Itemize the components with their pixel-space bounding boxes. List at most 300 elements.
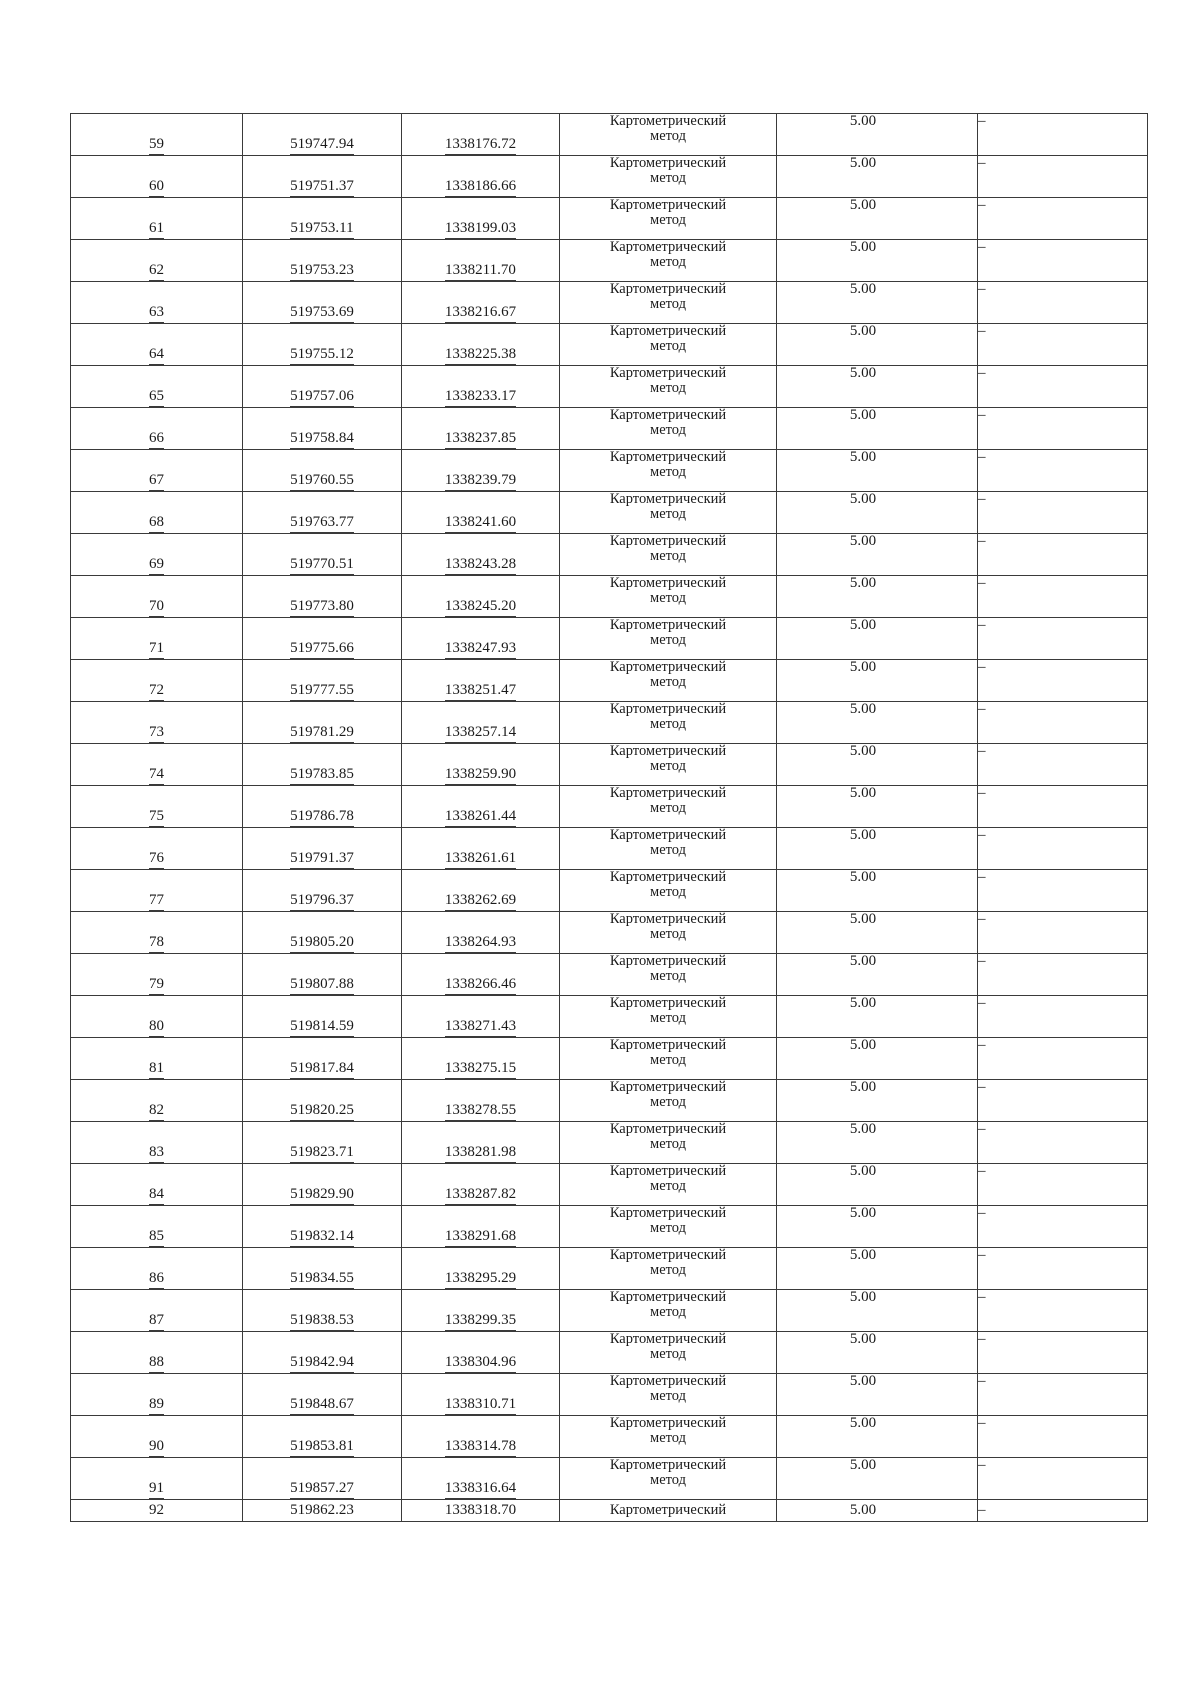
point-number: 61 (149, 221, 164, 239)
point-number: 67 (149, 473, 164, 491)
point-number-cell (71, 870, 243, 912)
y-coordinate: 1338176.72 (445, 137, 516, 155)
accuracy-cell (777, 450, 978, 492)
table-row (71, 618, 1148, 660)
method-label: Картометрический (609, 827, 727, 843)
x-coordinate: 519862.23 (290, 1502, 354, 1518)
method-label-cont: метод (650, 379, 686, 396)
table-row (71, 1038, 1148, 1080)
description-dash: – (978, 743, 986, 759)
x-coordinate-cell (243, 156, 402, 198)
x-coordinate-cell (243, 660, 402, 702)
point-number: 74 (149, 767, 164, 785)
accuracy-cell (777, 282, 978, 324)
accuracy-value: 5.00 (849, 1331, 877, 1347)
point-number: 85 (149, 1229, 164, 1247)
y-coordinate-cell (402, 744, 560, 786)
accuracy-cell (777, 366, 978, 408)
table-row (71, 282, 1148, 324)
table-row (71, 114, 1148, 156)
accuracy-cell (777, 198, 978, 240)
x-coordinate: 519857.27 (290, 1481, 354, 1499)
table-row (71, 534, 1148, 576)
description-dash: – (978, 869, 986, 885)
accuracy-cell (777, 786, 978, 828)
x-coordinate: 519773.80 (290, 599, 354, 617)
method-label-cont: метод (650, 1009, 686, 1026)
accuracy-value: 5.00 (849, 113, 877, 129)
method-label: Картометрический (609, 1331, 727, 1347)
table-row (71, 870, 1148, 912)
method-cell (560, 1038, 777, 1080)
method-label: Картометрический (609, 365, 727, 381)
description-dash: – (978, 785, 986, 801)
y-coordinate-cell (402, 1500, 560, 1522)
point-number: 77 (149, 893, 164, 911)
y-coordinate-cell (402, 366, 560, 408)
method-label: Картометрический (609, 533, 727, 549)
method-cell (560, 828, 777, 870)
method-label: Картометрический (609, 911, 727, 927)
accuracy-value: 5.00 (849, 827, 877, 843)
x-coordinate-cell (243, 1122, 402, 1164)
accuracy-value: 5.00 (849, 995, 877, 1011)
method-cell (560, 198, 777, 240)
description-dash: – (978, 1457, 986, 1473)
method-cell (560, 1332, 777, 1374)
accuracy-value: 5.00 (849, 1205, 877, 1221)
y-coordinate-cell (402, 1458, 560, 1500)
x-coordinate-cell (243, 954, 402, 996)
x-coordinate-cell (243, 702, 402, 744)
x-coordinate-cell (243, 1248, 402, 1290)
point-number: 79 (149, 977, 164, 995)
point-number-cell (71, 1500, 243, 1522)
description-dash: – (978, 449, 986, 465)
x-coordinate: 519832.14 (290, 1229, 354, 1247)
table-row (71, 408, 1148, 450)
description-dash: – (978, 1121, 986, 1137)
description-cell (978, 408, 1148, 450)
y-coordinate: 1338316.64 (445, 1481, 516, 1499)
point-number-cell (71, 114, 243, 156)
y-coordinate-cell (402, 870, 560, 912)
y-coordinate-cell (402, 996, 560, 1038)
description-cell (978, 1374, 1148, 1416)
accuracy-value: 5.00 (849, 1289, 877, 1305)
y-coordinate: 1338211.70 (445, 263, 516, 281)
table-row (71, 954, 1148, 996)
description-cell (978, 1080, 1148, 1122)
y-coordinate: 1338310.71 (445, 1397, 516, 1415)
method-cell (560, 912, 777, 954)
table-row (71, 744, 1148, 786)
point-number: 69 (149, 557, 164, 575)
method-cell (560, 156, 777, 198)
accuracy-value: 5.00 (849, 1121, 877, 1137)
point-number-cell (71, 366, 243, 408)
accuracy-cell (777, 492, 978, 534)
method-label: Картометрический (609, 869, 727, 885)
method-cell (560, 324, 777, 366)
description-dash: – (978, 659, 986, 675)
method-label-cont: метод (650, 1177, 686, 1194)
accuracy-cell (777, 1206, 978, 1248)
method-cell (560, 1500, 777, 1522)
table-row (71, 1374, 1148, 1416)
x-coordinate: 519791.37 (290, 851, 354, 869)
point-number: 81 (149, 1061, 164, 1079)
accuracy-cell (777, 870, 978, 912)
point-number-cell (71, 1206, 243, 1248)
method-label: Картометрический (609, 1163, 727, 1179)
table-row (71, 1122, 1148, 1164)
accuracy-value: 5.00 (849, 365, 877, 381)
point-number: 82 (149, 1103, 164, 1121)
x-coordinate: 519755.12 (290, 347, 354, 365)
x-coordinate: 519853.81 (290, 1439, 354, 1457)
table-row (71, 702, 1148, 744)
point-number: 88 (149, 1355, 164, 1373)
description-dash: – (978, 995, 986, 1011)
x-coordinate-cell (243, 828, 402, 870)
method-label-cont: метод (650, 589, 686, 606)
point-number: 90 (149, 1439, 164, 1457)
method-cell (560, 660, 777, 702)
method-cell (560, 1248, 777, 1290)
x-coordinate: 519820.25 (290, 1103, 354, 1121)
x-coordinate-cell (243, 1290, 402, 1332)
method-label-cont: метод (650, 1345, 686, 1362)
y-coordinate: 1338287.82 (445, 1187, 516, 1205)
point-number-cell (71, 408, 243, 450)
accuracy-cell (777, 912, 978, 954)
description-dash: – (978, 533, 986, 549)
accuracy-cell (777, 324, 978, 366)
method-label: Картометрический (609, 155, 727, 171)
y-coordinate: 1338199.03 (445, 221, 516, 239)
description-cell (978, 954, 1148, 996)
method-cell (560, 1122, 777, 1164)
description-dash: – (978, 617, 986, 633)
accuracy-cell (777, 954, 978, 996)
table-row (71, 912, 1148, 954)
point-number-cell (71, 450, 243, 492)
point-number: 59 (149, 137, 164, 155)
description-dash: – (978, 827, 986, 843)
x-coordinate: 519838.53 (290, 1313, 354, 1331)
method-label-cont: метод (650, 127, 686, 144)
table-row (71, 996, 1148, 1038)
y-coordinate: 1338257.14 (445, 725, 516, 743)
description-cell (978, 912, 1148, 954)
point-number: 62 (149, 263, 164, 281)
description-dash: – (978, 1331, 986, 1347)
x-coordinate-cell (243, 870, 402, 912)
point-number: 83 (149, 1145, 164, 1163)
description-cell (978, 1206, 1148, 1248)
method-label-cont: метод (650, 421, 686, 438)
accuracy-value: 5.00 (849, 197, 877, 213)
method-label: Картометрический (609, 1415, 727, 1431)
x-coordinate-cell (243, 1206, 402, 1248)
method-cell (560, 114, 777, 156)
method-cell (560, 408, 777, 450)
accuracy-cell (777, 1458, 978, 1500)
description-dash: – (978, 491, 986, 507)
x-coordinate-cell (243, 744, 402, 786)
y-coordinate: 1338186.66 (445, 179, 516, 197)
point-number: 68 (149, 515, 164, 533)
x-coordinate-cell (243, 366, 402, 408)
method-label-cont: метод (650, 211, 686, 228)
y-coordinate: 1338261.44 (445, 809, 516, 827)
method-label-cont: метод (650, 1093, 686, 1110)
point-number: 65 (149, 389, 164, 407)
accuracy-cell (777, 1164, 978, 1206)
point-number: 76 (149, 851, 164, 869)
method-label-cont: метод (650, 841, 686, 858)
table-row (71, 786, 1148, 828)
accuracy-cell (777, 1374, 978, 1416)
point-number: 72 (149, 683, 164, 701)
method-label-cont: метод (650, 1303, 686, 1320)
x-coordinate-cell (243, 1374, 402, 1416)
method-cell (560, 240, 777, 282)
description-dash: – (978, 197, 986, 213)
method-label-cont: метод (650, 1219, 686, 1236)
method-label-cont: метод (650, 1051, 686, 1068)
description-cell (978, 492, 1148, 534)
point-number-cell (71, 786, 243, 828)
table-row (71, 828, 1148, 870)
description-dash: – (978, 1247, 986, 1263)
description-dash: – (978, 953, 986, 969)
point-number-cell (71, 912, 243, 954)
method-label: Картометрический (609, 323, 727, 339)
x-coordinate: 519753.69 (290, 305, 354, 323)
y-coordinate: 1338262.69 (445, 893, 516, 911)
y-coordinate-cell (402, 786, 560, 828)
accuracy-cell (777, 576, 978, 618)
method-cell (560, 1164, 777, 1206)
table-row (71, 1458, 1148, 1500)
point-number: 60 (149, 179, 164, 197)
x-coordinate-cell (243, 1038, 402, 1080)
y-coordinate: 1338259.90 (445, 767, 516, 785)
accuracy-value: 5.00 (849, 239, 877, 255)
x-coordinate-cell (243, 786, 402, 828)
description-cell (978, 282, 1148, 324)
y-coordinate-cell (402, 954, 560, 996)
x-coordinate-cell (243, 1458, 402, 1500)
table-row (71, 492, 1148, 534)
point-number-cell (71, 1458, 243, 1500)
point-number-cell (71, 492, 243, 534)
y-coordinate-cell (402, 828, 560, 870)
accuracy-value: 5.00 (849, 323, 877, 339)
point-number: 78 (149, 935, 164, 953)
y-coordinate: 1338225.38 (445, 347, 516, 365)
method-cell (560, 786, 777, 828)
point-number-cell (71, 576, 243, 618)
x-coordinate: 519807.88 (290, 977, 354, 995)
accuracy-value: 5.00 (849, 1373, 877, 1389)
point-number: 86 (149, 1271, 164, 1289)
accuracy-cell (777, 1290, 978, 1332)
y-coordinate-cell (402, 702, 560, 744)
method-cell (560, 450, 777, 492)
x-coordinate: 519786.78 (290, 809, 354, 827)
accuracy-cell (777, 240, 978, 282)
x-coordinate-cell (243, 1080, 402, 1122)
method-label: Картометрический (609, 953, 727, 969)
method-cell (560, 996, 777, 1038)
x-coordinate: 519751.37 (290, 179, 354, 197)
description-cell (978, 702, 1148, 744)
description-dash: – (978, 407, 986, 423)
accuracy-value: 5.00 (849, 1037, 877, 1053)
accuracy-value: 5.00 (849, 1163, 877, 1179)
accuracy-cell (777, 1248, 978, 1290)
point-number-cell (71, 1080, 243, 1122)
accuracy-value: 5.00 (849, 785, 877, 801)
method-label: Картометрический (609, 1205, 727, 1221)
description-cell (978, 1164, 1148, 1206)
point-number: 66 (149, 431, 164, 449)
accuracy-value: 5.00 (849, 1415, 877, 1431)
method-cell (560, 534, 777, 576)
description-cell (978, 366, 1148, 408)
description-cell (978, 870, 1148, 912)
method-cell (560, 492, 777, 534)
y-coordinate: 1338275.15 (445, 1061, 516, 1079)
method-label: Картометрический (609, 1247, 727, 1263)
method-label-cont: метод (650, 673, 686, 690)
method-label: Картометрический (609, 197, 727, 213)
accuracy-cell (777, 660, 978, 702)
y-coordinate-cell (402, 912, 560, 954)
point-number-cell (71, 1122, 243, 1164)
method-label-cont: метод (650, 715, 686, 732)
method-label: Картометрический (609, 407, 727, 423)
y-coordinate: 1338241.60 (445, 515, 516, 533)
method-label: Картометрический (609, 785, 727, 801)
table-row (71, 1416, 1148, 1458)
accuracy-value: 5.00 (849, 449, 877, 465)
x-coordinate: 519753.11 (290, 221, 353, 239)
method-label: Картометрический (609, 1457, 727, 1473)
y-coordinate: 1338261.61 (445, 851, 516, 869)
y-coordinate-cell (402, 198, 560, 240)
description-cell (978, 660, 1148, 702)
point-number-cell (71, 996, 243, 1038)
y-coordinate-cell (402, 618, 560, 660)
accuracy-cell (777, 702, 978, 744)
point-number-cell (71, 324, 243, 366)
method-label-cont: метод (650, 253, 686, 270)
x-coordinate: 519796.37 (290, 893, 354, 911)
description-cell (978, 1458, 1148, 1500)
point-number: 71 (149, 641, 164, 659)
method-label: Картометрический (609, 113, 727, 129)
y-coordinate-cell (402, 492, 560, 534)
method-label: Картометрический (609, 449, 727, 465)
coordinates-table (70, 113, 1148, 1522)
accuracy-cell (777, 1500, 978, 1522)
accuracy-cell (777, 114, 978, 156)
description-cell (978, 450, 1148, 492)
y-coordinate-cell (402, 450, 560, 492)
y-coordinate: 1338216.67 (445, 305, 516, 323)
description-cell (978, 114, 1148, 156)
y-coordinate-cell (402, 660, 560, 702)
accuracy-cell (777, 1332, 978, 1374)
point-number-cell (71, 1164, 243, 1206)
method-label: Картометрический (609, 1079, 727, 1095)
point-number: 91 (149, 1481, 164, 1499)
method-label-cont: метод (650, 1135, 686, 1152)
x-coordinate-cell (243, 114, 402, 156)
point-number: 64 (149, 347, 164, 365)
x-coordinate: 519770.51 (290, 557, 354, 575)
point-number-cell (71, 1332, 243, 1374)
table-row (71, 660, 1148, 702)
table-row (71, 366, 1148, 408)
description-dash: – (978, 239, 986, 255)
x-coordinate: 519817.84 (290, 1061, 354, 1079)
table-row (71, 1290, 1148, 1332)
method-label-cont: метод (650, 799, 686, 816)
point-number: 63 (149, 305, 164, 323)
x-coordinate-cell (243, 492, 402, 534)
point-number: 70 (149, 599, 164, 617)
y-coordinate-cell (402, 1416, 560, 1458)
accuracy-value: 5.00 (849, 407, 877, 423)
method-label-cont: метод (650, 337, 686, 354)
description-dash: – (978, 1289, 986, 1305)
y-coordinate-cell (402, 1080, 560, 1122)
point-number-cell (71, 156, 243, 198)
x-coordinate-cell (243, 534, 402, 576)
accuracy-cell (777, 1080, 978, 1122)
accuracy-value: 5.00 (849, 491, 877, 507)
method-cell (560, 744, 777, 786)
method-cell (560, 618, 777, 660)
accuracy-value: 5.00 (849, 1079, 877, 1095)
method-label: Картометрический (609, 1373, 727, 1389)
x-coordinate-cell (243, 996, 402, 1038)
method-label: Картометрический (609, 1502, 727, 1519)
method-label: Картометрический (609, 659, 727, 675)
y-coordinate-cell (402, 1248, 560, 1290)
method-cell (560, 366, 777, 408)
table-row (71, 1248, 1148, 1290)
y-coordinate-cell (402, 1290, 560, 1332)
point-number: 92 (149, 1502, 164, 1518)
point-number-cell (71, 1248, 243, 1290)
y-coordinate: 1338291.68 (445, 1229, 516, 1247)
x-coordinate: 519842.94 (290, 1355, 354, 1373)
point-number: 84 (149, 1187, 164, 1205)
accuracy-value: 5.00 (849, 281, 877, 297)
description-cell (978, 1122, 1148, 1164)
description-cell (978, 996, 1148, 1038)
x-coordinate: 519781.29 (290, 725, 354, 743)
accuracy-cell (777, 156, 978, 198)
coordinates-table-body (71, 114, 1148, 1522)
y-coordinate: 1338251.47 (445, 683, 516, 701)
